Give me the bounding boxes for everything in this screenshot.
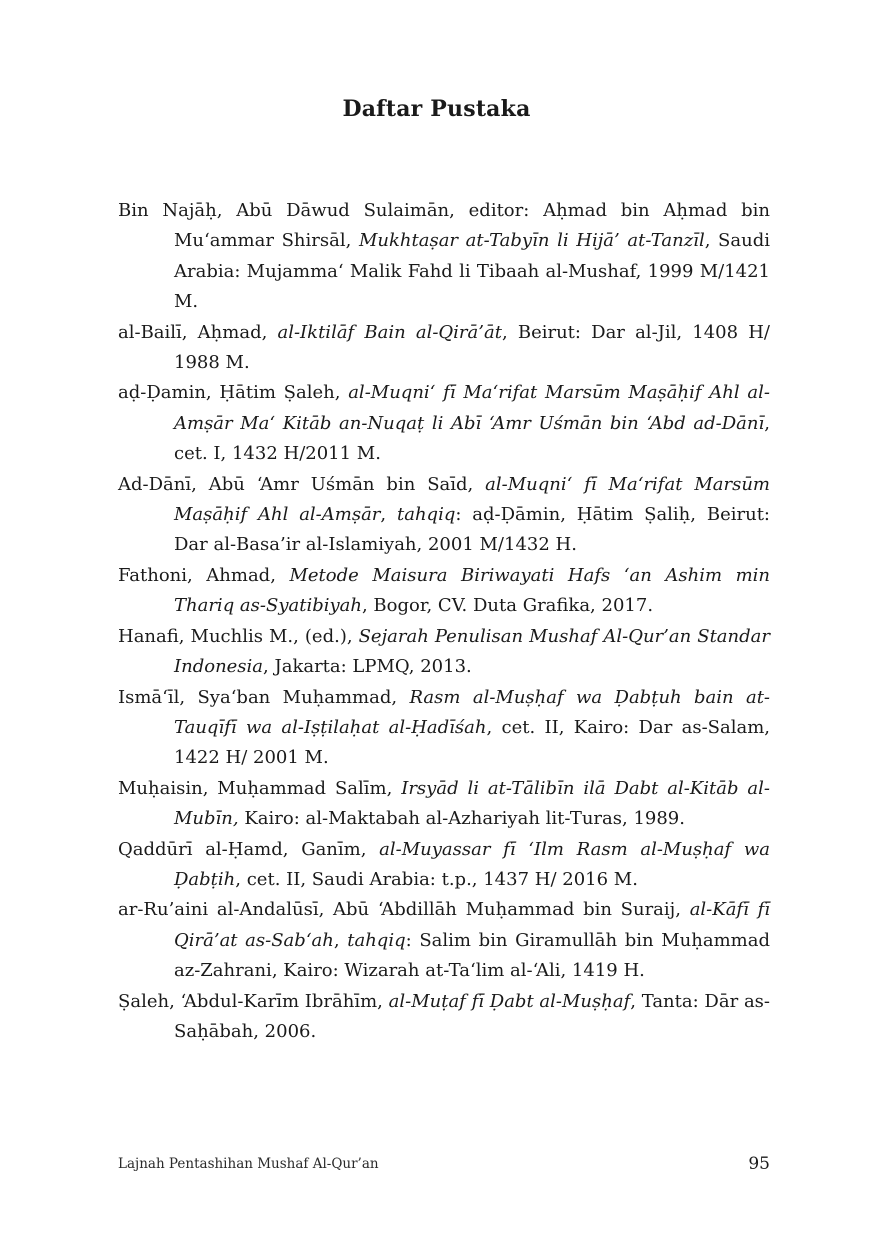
reference-publication: , cet. II, Kairo: Dar as-Salam, 1422 H/ 2001 M. (174, 716, 771, 769)
reference-authors: Bin Najāḥ, Abū Dāwud Sulaimān, editor: Aḥmad bin Aḥmad bin Mu‘ammar Shirsāl, (118, 200, 770, 252)
reference-entry (118, 835, 770, 896)
running-footer: Lajnah Pentashihan Mushaf Al-Qur’an (118, 1156, 379, 1172)
reference-tahqiq: tahqiq (397, 504, 456, 526)
reference-entry (118, 318, 770, 379)
reference-publication: , Bogor, CV. Duta Grafika, 2017. (361, 595, 654, 617)
reference-authors: al-Bailī, Aḥmad, (118, 321, 278, 343)
reference-title: al-Kāfī fī Qirā’at as-Sab‘ah (174, 899, 770, 951)
reference-publication: , cet. II, Saudi Arabia: t.p., 1437 H/ 2016 M. (235, 868, 638, 890)
reference-authors: Qaddūrī al-Ḥamd, Ganīm, (118, 838, 380, 860)
reference-separator: , (333, 929, 348, 951)
reference-title: al-Muqni‘ fī Ma‘rifat Marsūm Maṣāḥif Ahl al-Amṣār Ma‘ Kitāb an-Nuqaṭ li Abī ‘Amr Uśmān bin ‘Abd ad-Dānī (174, 382, 770, 434)
reference-separator: , (380, 504, 397, 526)
reference-entry (118, 774, 770, 835)
reference-publication: , Jakarta: LPMQ, 2013. (263, 656, 472, 678)
reference-entry (118, 196, 770, 318)
reference-entry (118, 470, 770, 561)
reference-title: al-Muyassar fī ‘Ilm Rasm al-Muṣḥaf wa Ḍabṭih (174, 838, 770, 890)
page-title: Daftar Pustaka (342, 96, 531, 122)
reference-title: al-Iktilāf Bain al-Qirā’āt (277, 321, 502, 343)
reference-title: Mukhtaṣar at-Tabyīn li Hijā’ at-Tanzīl (358, 230, 705, 252)
reference-title: al-Muṭaf fī Ḍabt al-Muṣḥaf (388, 990, 631, 1012)
reference-title: al-Muqni‘ fī Ma‘rifat Marsūm Maṣāḥif Ahl al-Amṣār (174, 473, 770, 526)
reference-publication: : aḍ-Ḍāmin, Ḥātim Ṣaliḥ, Beirut: Dar al-Basa’ir al-Islamiyah, 2001 M/1432 H. (174, 504, 770, 556)
reference-title: Rasm al-Muṣḥaf wa Ḍabṭuh bain at-Tauqīfī wa al-Iṣṭilaḥat al-Ḥadīśah (174, 686, 771, 738)
reference-authors: aḍ-Ḍamin, Ḥātim Ṣaleh, (118, 382, 349, 404)
reference-authors: Fathoni, Ahmad, (118, 564, 290, 586)
reference-authors: Hanafi, Muchlis M., (ed.), (118, 625, 359, 647)
reference-publication: , Saudi Arabia: Mujamma‘ Malik Fahd li Tibaah al-Mushaf, 1999 M/1421 M. (174, 230, 770, 313)
reference-tahqiq: tahqiq (347, 929, 406, 951)
reference-title: Irsyād li at-Tālibīn ilā Dabt al-Kitāb al-Mubīn, (174, 777, 771, 830)
reference-entry (118, 895, 770, 986)
reference-publication: , Beirut: Dar al-Jil, 1408 H/ 1988 M. (174, 321, 770, 374)
reference-publication: : Salim bin Giramullāh bin Muḥammad az-Zahrani, Kairo: Wizarah at-Ta‘lim al-‘Ali, 1419 H. (174, 929, 770, 982)
reference-publication: , cet. I, 1432 H/2011 M. (174, 412, 770, 465)
reference-title: Metode Maisura Biriwayati Hafs ‘an Ashim min Thariq as-Syatibiyah (174, 564, 770, 617)
reference-entry (118, 622, 770, 683)
reference-publication: , Tanta: Dār as-Saḥābah, 2006. (174, 990, 770, 1042)
reference-authors: Ad-Dānī, Abū ‘Amr Uśmān bin Saīd, (118, 473, 486, 495)
reference-publication: Kairo: al-Maktabah al-Azhariyah lit-Turas, 1989. (238, 808, 685, 830)
reference-entry (118, 378, 770, 469)
reference-entry (118, 987, 770, 1048)
reference-authors: ar-Ru’aini al-Andalūsī, Abū ‘Abdillāh Muḥammad bin Suraij, (118, 899, 690, 921)
page-number: 95 (748, 1154, 770, 1174)
bibliography-list (118, 196, 770, 1047)
reference-entry (118, 561, 770, 622)
reference-authors: Ṣaleh, ‘Abdul-Karīm Ibrāhīm, (118, 990, 389, 1012)
reference-entry (118, 683, 770, 774)
reference-authors: Ismā‘īl, Sya‘ban Muḥammad, (118, 686, 410, 708)
reference-title: Sejarah Penulisan Mushaf Al-Qur’an Standar Indonesia (174, 625, 770, 678)
reference-authors: Muḥaisin, Muḥammad Salīm, (118, 777, 402, 799)
